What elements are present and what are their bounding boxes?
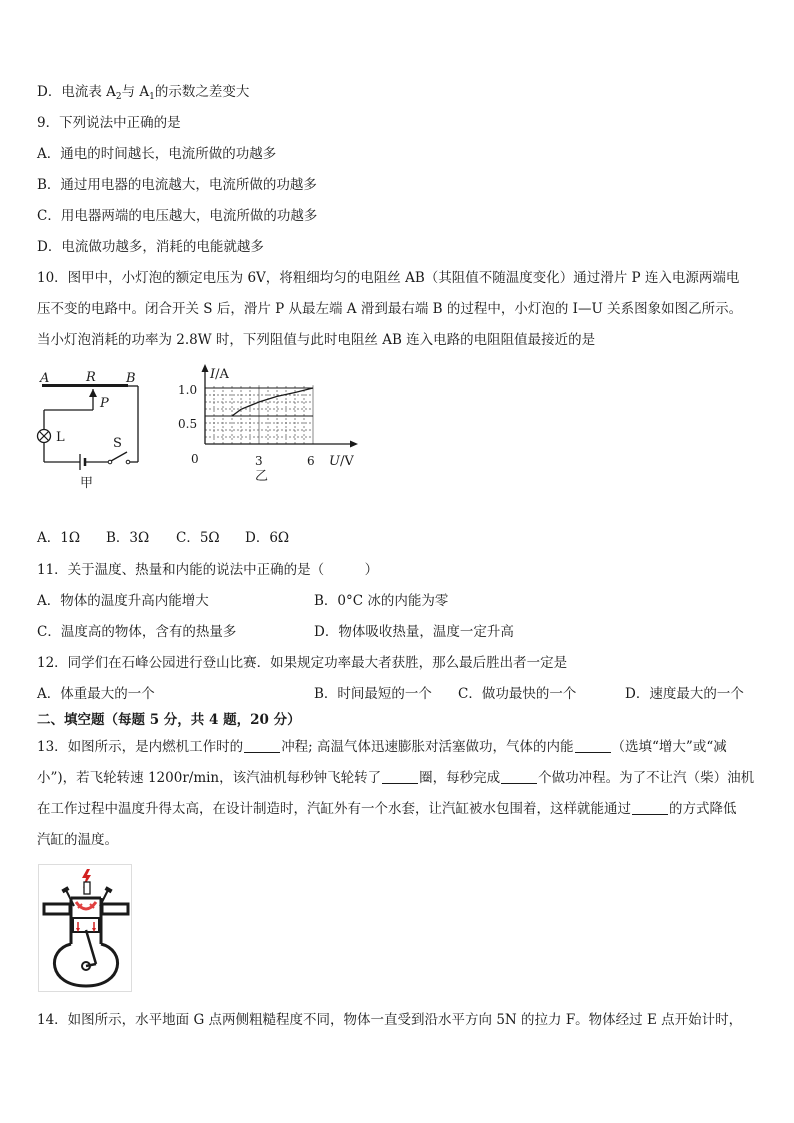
battery-icon [80,454,85,470]
q14-text: 14．如图所示，水平地面 G 点两侧粗糙程度不同，物体一直受到沿水平方向 5N 的拉力 F。物体经过 E 点开始计时， [37,1012,743,1028]
q11-option-b: B．0°C 冰的内能为零 [314,593,449,609]
q12-option-d: D．速度最大的一个 [625,686,744,702]
q12-option-a: A．体重最大的一个 [37,686,155,702]
label-S: S [113,436,122,451]
intake-pipe [44,904,70,914]
iv-curve [232,388,313,416]
q10-option-c: C．5Ω [176,530,220,546]
x-tick-6: 6 [307,454,315,468]
q11-stem: 11．关于温度、热量和内能的说法中正确的是（ ） [37,562,379,578]
label-A: A [40,371,50,386]
q13-line-1 [37,737,757,757]
y-tick-1.0: 1.0 [178,383,198,397]
x-tick-3: 3 [255,454,263,468]
q11-option-d: D．物体吸收热量，温度一定升高 [314,624,514,640]
label-P: P [100,396,109,411]
origin-label: 0 [191,452,199,466]
answer-blank-4[interactable] [501,769,537,784]
q8-text-a: D．电流表 A [37,84,116,100]
q9-option-a: A．通电的时间越长，电流所做的功越多 [37,146,277,162]
q9-option-d: D．电流做功越多，消耗的电能就越多 [37,239,264,255]
y-tick-0.5: 0.5 [178,417,198,431]
q13-text: 在工作过程中温度升得太高，在设计制造时，汽缸外有一个水套，让汽缸被水包围着，这样就能通过 [37,801,631,817]
q13-text: 小”)，若飞轮转速 1200r/min，该汽油机每秒钟飞轮转了 [37,770,382,786]
q9-stem: 9．下列说法中正确的是 [37,115,181,131]
q13-line-3 [37,799,757,819]
q13-text: 个做功冲程。为了不让汽（柴）油机 [538,770,755,786]
section-title: 二、填空题（每题 5 分，共 4 题，20 分） [37,712,301,728]
q10-option-a: A．1Ω [37,530,81,546]
lamp-icon [38,430,51,443]
y-axis-label: I/A [210,367,229,382]
q11-option-a: A．物体的温度升高内能增大 [37,593,209,609]
piston [73,918,99,932]
iv-graph [170,362,370,492]
caption-jia: 甲 [80,476,94,491]
answer-blank-2[interactable] [575,738,611,753]
engine-figure [38,864,132,992]
q12-option-c: C．做功最快的一个 [458,686,577,702]
q13-text: 13．如图所示，是内燃机工作时的 [37,739,244,755]
q8-sub-1: 1 [149,92,155,102]
q8-option-d [37,82,249,107]
q13-text: 的方式降低 [669,801,737,817]
x-axis-label: U/V [329,454,354,469]
answer-blank-5[interactable] [632,800,668,815]
answer-blank-3[interactable] [382,769,418,784]
q11-option-c: C．温度高的物体，含有的热量多 [37,624,237,640]
q8-sub-2: 2 [115,92,122,102]
q8-text-b: 与 A [121,84,150,100]
q10-option-d: D．6Ω [245,530,290,546]
answer-blank-1[interactable] [244,738,280,753]
switch-icon [108,452,130,464]
q13-text: （选填“增大”或“减 [611,739,727,755]
q13-line-2 [37,768,757,788]
caption-yi: 乙 [255,469,269,484]
label-B: B [126,371,136,386]
q10-stem-line-2: 压不变的电路中。闭合开关 S 后，滑片 P 从最左端 A 滑到最右端 B 的过程中，小灯泡的 I—U 关系图象如图乙所示。 [37,301,743,317]
label-R: R [86,370,96,385]
label-L: L [56,430,65,445]
q9-option-b: B．通过用电器的电流越大，电流所做的功越多 [37,177,317,193]
q10-option-b: B．3Ω [106,530,150,546]
q10-stem-line-1: 10．图甲中，小灯泡的额定电压为 6V，将粗细均匀的电阻丝 AB（其阻值不随温度变化）通过滑片 P 连入电源两端电 [37,270,740,286]
circuit-figure [30,362,180,497]
q10-stem-line-3: 当小灯泡消耗的功率为 2.8W 时，下列阻值与此时电阻丝 AB 连入电路的电阻阻值最接近的是 [37,332,596,348]
q12-stem: 12．同学们在石峰公园进行登山比赛．如果规定功率最大者获胜，那么最后胜出者一定是 [37,655,568,671]
exhaust-pipe [102,904,128,914]
q13-text: 冲程; 高温气体迅速膨胀对活塞做功，气体的内能 [281,739,574,755]
resistor-wire [42,384,128,387]
q8-text-c: 的示数之差变大 [154,84,250,100]
q9-option-c: C．用电器两端的电压越大，电流所做的功越多 [37,208,318,224]
q13-text: 圈，每秒完成 [419,770,501,786]
q13-line-4: 汽缸的温度。 [37,832,118,848]
q12-option-b: B．时间最短的一个 [314,686,432,702]
